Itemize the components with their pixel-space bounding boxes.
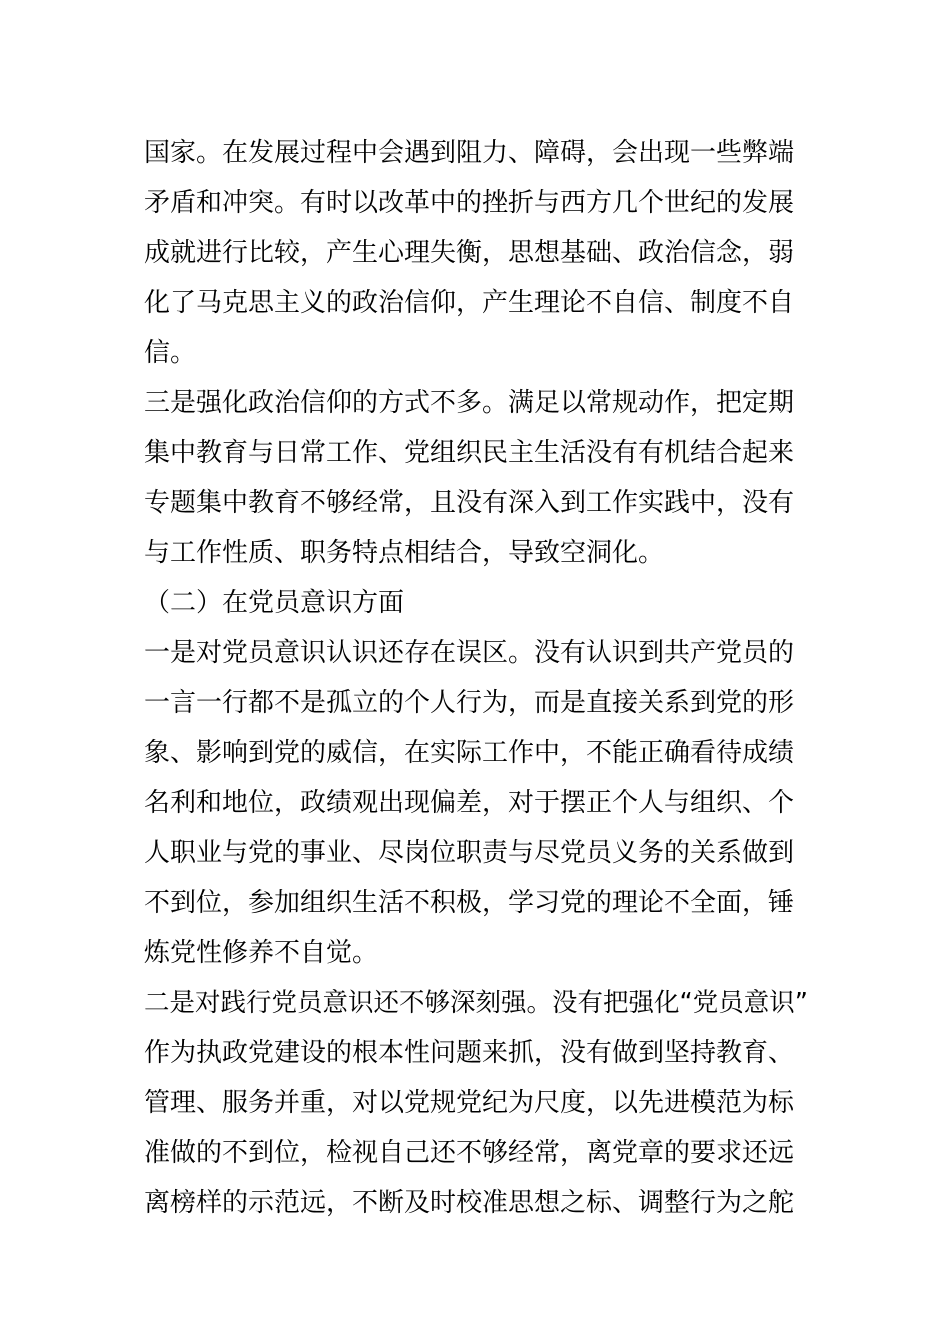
document-body (144, 128, 808, 1228)
text-line: 炼党性修养不自觉。 (144, 938, 379, 968)
text-line: 不到位，参加组织生活不积极，学习党的理论不全面，锤 (144, 888, 795, 918)
text-line: 离榜样的示范远，不断及时校准思想之标、调整行为之舵 (144, 1188, 795, 1218)
section-heading: （二）在党员意识方面 (144, 588, 405, 618)
text-line: 一是对党员意识认识还存在误区。没有认识到共产党员的 (144, 638, 795, 668)
text-line: 一言一行都不是孤立的个人行为，而是直接关系到党的形 (144, 688, 795, 718)
text-line: 作为执政党建设的根本性问题来抓，没有做到坚持教育、 (144, 1038, 795, 1068)
text-line: 成就进行比较，产生心理失衡，思想基础、政治信念，弱 (144, 238, 795, 268)
text-line: 名利和地位，政绩观出现偏差，对于摆正个人与组织、个 (144, 788, 795, 818)
text-line: 准做的不到位，检视自己还不够经常，离党章的要求还远 (144, 1138, 795, 1168)
text-line: 化了马克思主义的政治信仰，产生理论不自信、制度不自 (144, 288, 795, 318)
text-line: 管理、服务并重，对以党规党纪为尺度，以先进模范为标 (144, 1088, 795, 1118)
text-line: 矛盾和冲突。有时以改革中的挫折与西方几个世纪的发展 (144, 188, 795, 218)
text-line: 国家。在发展过程中会遇到阻力、障碍，会出现一些弊端 (144, 138, 795, 168)
text-line: 二是对践行党员意识还不够深刻强。没有把强化“党员意识” (144, 988, 808, 1018)
text-line: 专题集中教育不够经常，且没有深入到工作实践中，没有 (144, 488, 795, 518)
text-line: 集中教育与日常工作、党组织民主生活没有有机结合起来 (144, 438, 795, 468)
text-line: 象、影响到党的威信，在实际工作中，不能正确看待成绩 (144, 738, 795, 768)
text-line: 与工作性质、职务特点相结合，导致空洞化。 (144, 538, 665, 568)
text-line: 信。 (144, 338, 197, 368)
text-line: 三是强化政治信仰的方式不多。满足以常规动作，把定期 (144, 388, 795, 418)
text-line: 人职业与党的事业、尽岗位职责与尽党员义务的关系做到 (144, 838, 795, 868)
